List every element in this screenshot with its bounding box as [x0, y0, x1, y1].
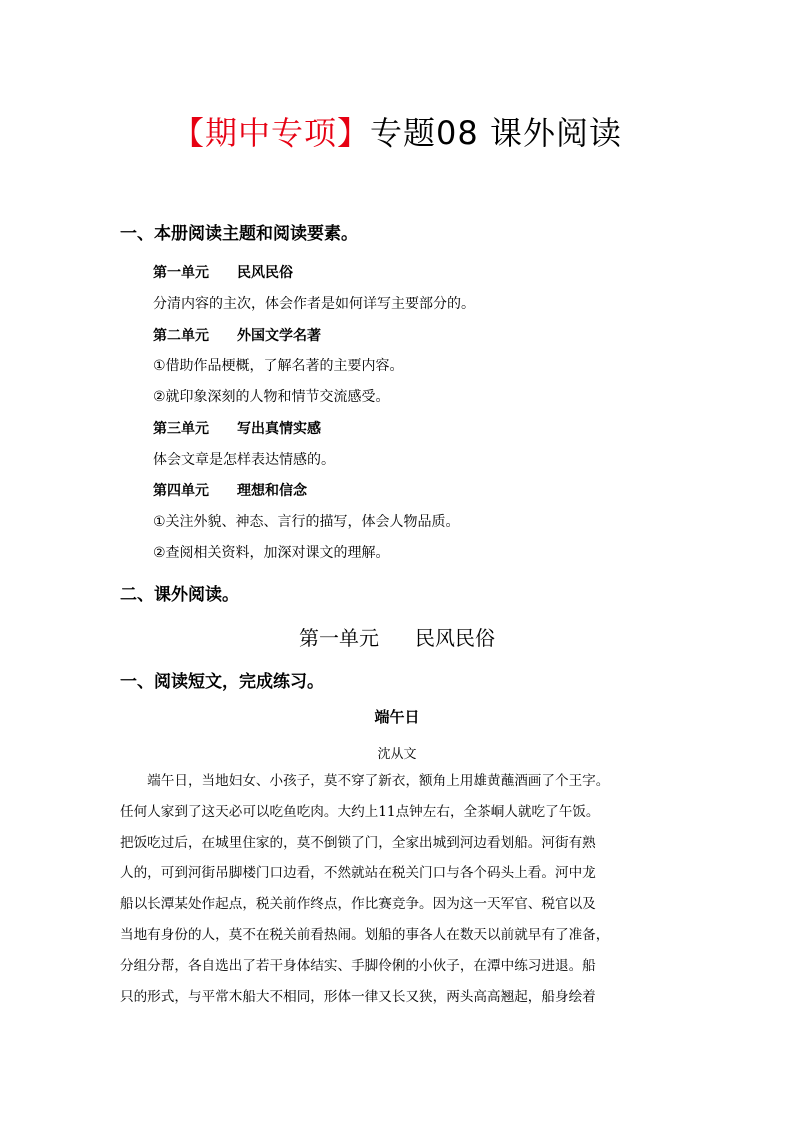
unit4-line-1: ①关注外貌、神态、言行的描写，体会人物品质。 — [153, 514, 460, 530]
unit3-label: 第三单元 — [153, 421, 209, 437]
article-line: 只的形式，与平常木船大不相同，形体一律又长又狭，两头高高翘起，船身绘着 — [120, 988, 596, 1005]
article-line: 船以长潭某处作起点，税关前作终点，作比赛竞争。因为这一天军官、税官以及 — [120, 896, 596, 913]
unit1-label-row — [153, 262, 293, 282]
article-author: 沈从文 — [377, 747, 417, 762]
section2-heading: 二、课外阅读。 — [120, 585, 239, 605]
article-line: 任何人家到了这天必可以吃鱼吃肉。大约上11点钟左右，全茶峒人就吃了午饭。 — [120, 803, 600, 820]
unit1-label: 第一单元 — [153, 265, 209, 281]
exercise-heading: 一、阅读短文，完成练习。 — [120, 672, 324, 692]
article-body — [120, 766, 680, 1012]
article-line: 人的，可到河街吊脚楼门口边看，不然就站在税关门口与各个码头上看。河中龙 — [120, 865, 596, 882]
unit2-label-row — [153, 325, 321, 345]
unit3-name: 写出真情实感 — [237, 421, 321, 437]
unit4-line-2: ②查阅相关资料，加深对课文的理解。 — [153, 545, 390, 561]
unit4-label: 第四单元 — [153, 483, 209, 499]
unit-heading-label: 第一单元 — [299, 626, 379, 650]
unit2-line-1: ①借助作品梗概，了解名著的主要内容。 — [153, 358, 404, 374]
unit3-line-1: 体会文章是怎样表达情感的。 — [153, 452, 335, 468]
section1-heading: 一、本册阅读主题和阅读要素。 — [120, 224, 358, 244]
unit-heading-name: 民风民俗 — [415, 626, 495, 650]
article-line: 分组分帮，各自选出了若干身体结实、手脚伶俐的小伙子，在潭中练习进退。船 — [120, 957, 596, 974]
unit3-label-row — [153, 418, 321, 438]
page-title — [0, 108, 794, 154]
article-line: 把饭吃过后，在城里住家的，莫不倒锁了门，全家出城到河边看划船。河街有熟 — [120, 834, 596, 851]
article-line: 端午日，当地妇女、小孩子，莫不穿了新衣，额角上用雄黄蘸酒画了个王字。 — [120, 773, 610, 789]
unit1-name: 民风民俗 — [237, 265, 293, 281]
unit4-name: 理想和信念 — [237, 483, 307, 499]
article-title: 端午日 — [374, 708, 420, 726]
article-line: 当地有身份的人，莫不在税关前看热闹。划船的事各人在数天以前就早有了准备， — [120, 926, 610, 943]
unit4-label-row — [153, 480, 307, 500]
title-rest: 专题08 课外阅读 — [370, 114, 622, 152]
unit-heading — [0, 622, 794, 651]
unit1-line-1: 分清内容的主次，体会作者是如何详写主要部分的。 — [153, 296, 475, 312]
unit2-name: 外国文学名著 — [237, 328, 321, 344]
unit2-label: 第二单元 — [153, 328, 209, 344]
unit2-line-2: ②就印象深刻的人物和情节交流感受。 — [153, 389, 390, 405]
title-bracket-part: 【期中专项】 — [172, 114, 371, 152]
